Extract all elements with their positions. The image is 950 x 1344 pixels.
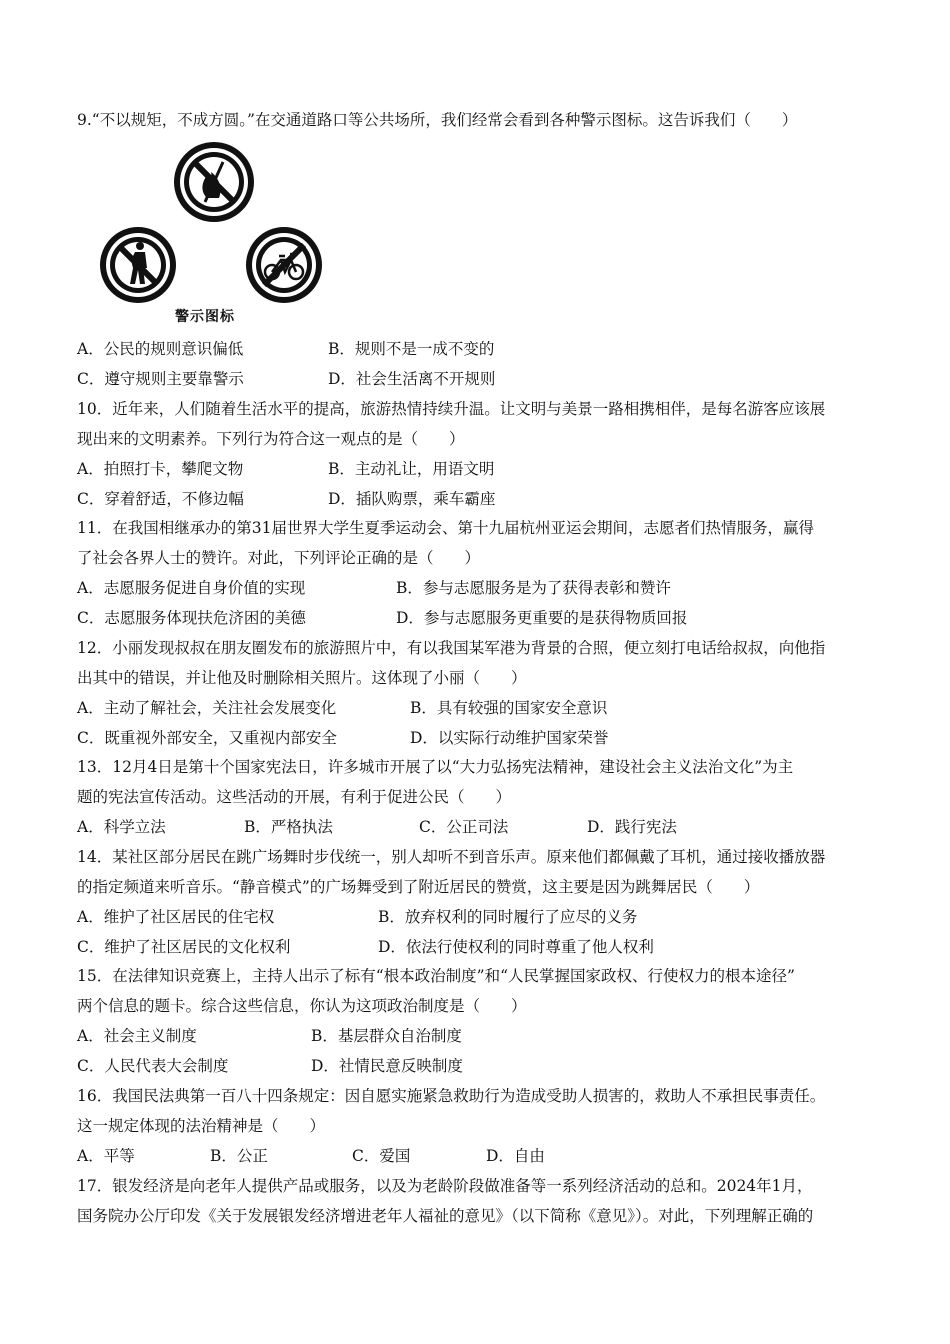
q12-stem-line2: 出其中的错误，并让他及时删除相关照片。这体现了小丽（ ） bbox=[77, 669, 527, 687]
q14-option-d[interactable]: D．依法行使权利的同时尊重了他人权利 bbox=[378, 938, 654, 956]
q11-stem-line1: 11．在我国相继承办的第31届世界大学生夏季运动会、第十九届杭州亚运会期间，志愿者们热情服务，赢得 bbox=[77, 519, 814, 537]
q16-stem-line2: 这一规定体现的法治精神是（ ） bbox=[77, 1117, 326, 1135]
warning-icons-figure bbox=[95, 140, 335, 330]
q15-option-c[interactable]: C．人民代表大会制度 bbox=[77, 1057, 229, 1075]
no-bicycle-icon bbox=[246, 227, 322, 303]
q16-option-a[interactable]: A．平等 bbox=[77, 1147, 135, 1165]
q10-option-a[interactable]: A．拍照打卡，攀爬文物 bbox=[77, 460, 244, 478]
q16-option-d[interactable]: D．自由 bbox=[486, 1147, 545, 1165]
q13-option-a[interactable]: A．科学立法 bbox=[77, 818, 166, 836]
no-pedestrian-icon bbox=[100, 227, 176, 303]
q12-option-b[interactable]: B．具有较强的国家安全意识 bbox=[410, 699, 608, 717]
q9-stem: 9.“不以规矩，不成方圆。”在交通道路口等公共场所，我们经常会看到各种警示图标。这告诉我们（ ） bbox=[77, 111, 798, 129]
q17-stem-line1: 17．银发经济是向老年人提供产品或服务，以及为老龄阶段做准备等一系列经济活动的总和。2024年1月， bbox=[77, 1177, 813, 1195]
warning-icons-svg bbox=[95, 140, 335, 330]
q15-stem-line2: 两个信息的题卡。综合这些信息，你认为这项政治制度是（ ） bbox=[77, 997, 527, 1015]
q16-stem-line1: 16．我国民法典第一百八十四条规定：因自愿实施紧急救助行为造成受助人损害的，救助人不承担民事责任。 bbox=[77, 1087, 826, 1105]
q10-option-d[interactable]: D．插队购票，乘车霸座 bbox=[328, 490, 496, 508]
q12-stem-line1: 12．小丽发现叔叔在朋友圈发布的旅游照片中，有以我国某军港为背景的合照，便立刻打电话给叔叔，向他指 bbox=[77, 639, 826, 657]
q9-option-c[interactable]: C．遵守规则主要靠警示 bbox=[77, 370, 244, 388]
q10-stem-line2: 现出来的文明素养。下列行为符合这一观点的是（ ） bbox=[77, 430, 465, 448]
q14-stem-line2: 的指定频道来听音乐。“静音模式”的广场舞受到了附近居民的赞赏，这主要是因为跳舞居民（ ） bbox=[77, 878, 760, 896]
no-fire-icon bbox=[174, 142, 254, 222]
q13-stem-line1: 13．12月4日是第十个国家宪法日，许多城市开展了以“大力弘扬宪法精神，建设社会主义法治文化”为主 bbox=[77, 758, 794, 776]
q12-option-a[interactable]: A．主动了解社会，关注社会发展变化 bbox=[77, 699, 337, 717]
q16-option-c[interactable]: C．爱国 bbox=[352, 1147, 411, 1165]
q15-stem-line1: 15．在法律知识竞赛上，主持人出示了标有“根本政治制度”和“人民掌握国家政权、行使权力的根本途径” bbox=[77, 967, 795, 985]
q14-stem-line1: 14．某社区部分居民在跳广场舞时步伐统一，别人却听不到音乐声。原来他们都佩戴了耳机，通过接收播放器 bbox=[77, 848, 826, 866]
q9-option-d[interactable]: D．社会生活离不开规则 bbox=[328, 370, 496, 388]
q15-option-d[interactable]: D．社情民意反映制度 bbox=[311, 1057, 463, 1075]
q14-option-c[interactable]: C．维护了社区居民的文化权利 bbox=[77, 938, 291, 956]
q13-option-c[interactable]: C．公正司法 bbox=[419, 818, 509, 836]
q17-stem-line2: 国务院办公厅印发《关于发展银发经济增进老年人福祉的意见》（以下简称《意见》）。对此，下列理解正确的 bbox=[77, 1207, 814, 1225]
q12-option-c[interactable]: C．既重视外部安全，又重视内部安全 bbox=[77, 729, 337, 747]
q10-option-c[interactable]: C．穿着舒适，不修边幅 bbox=[77, 490, 244, 508]
q11-option-d[interactable]: D．参与志愿服务更重要的是获得物质回报 bbox=[396, 609, 688, 627]
q13-option-b[interactable]: B．严格执法 bbox=[244, 818, 333, 836]
q14-option-b[interactable]: B．放弃权利的同时履行了应尽的义务 bbox=[378, 908, 638, 926]
q16-option-b[interactable]: B．公正 bbox=[210, 1147, 268, 1165]
q9-option-a[interactable]: A．公民的规则意识偏低 bbox=[77, 340, 244, 358]
q15-option-b[interactable]: B．基层群众自治制度 bbox=[311, 1027, 462, 1045]
q14-option-a[interactable]: A．维护了社区居民的住宅权 bbox=[77, 908, 275, 926]
q11-option-b[interactable]: B．参与志愿服务是为了获得表彰和赞许 bbox=[396, 579, 671, 597]
q10-stem-line1: 10．近年来，人们随着生活水平的提高，旅游热情持续升温。让文明与美景一路相携相伴，是每名游客应该展 bbox=[77, 400, 826, 418]
q15-option-a[interactable]: A．社会主义制度 bbox=[77, 1027, 197, 1045]
q13-stem-line2: 题的宪法宣传活动。这些活动的开展，有利于促进公民（ ） bbox=[77, 788, 512, 806]
q12-option-d[interactable]: D．以实际行动维护国家荣誉 bbox=[410, 729, 609, 747]
figure-caption: 警示图标 bbox=[175, 309, 235, 325]
q9-option-b[interactable]: B．规则不是一成不变的 bbox=[328, 340, 495, 358]
q11-option-a[interactable]: A．志愿服务促进自身价值的实现 bbox=[77, 579, 306, 597]
q11-stem-line2: 了社会各界人士的赞许。对此，下列评论正确的是（ ） bbox=[77, 549, 481, 567]
q11-option-c[interactable]: C．志愿服务体现扶危济困的美德 bbox=[77, 609, 306, 627]
q10-option-b[interactable]: B．主动礼让，用语文明 bbox=[328, 460, 495, 478]
q13-option-d[interactable]: D．践行宪法 bbox=[587, 818, 677, 836]
